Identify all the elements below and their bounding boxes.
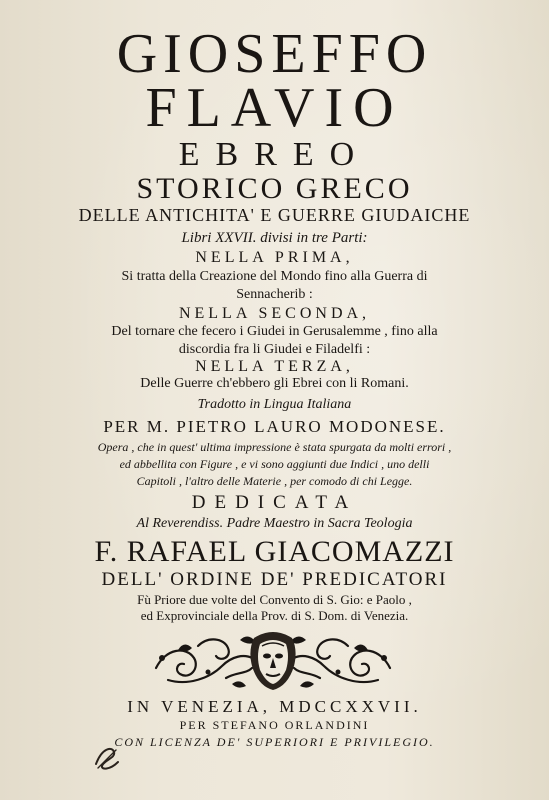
edition-note-1: Opera , che in quest' ultima impressione è stata spurgata da molti errori ,	[97, 440, 452, 454]
printer-name: PER STEFANO ORLANDINI	[179, 718, 370, 732]
author-last-name: FLAVIO	[145, 77, 404, 139]
edition-note-3: Capitoli , l'altro delle Materie , per comodo di chi Legge.	[136, 474, 413, 488]
books-note: Libri XXVII. divisi in tre Parti:	[181, 230, 368, 246]
manuscript-mark-icon	[92, 742, 122, 772]
dedication-honorific: Al Reverendiss. Padre Maestro in Sacra Teologia	[136, 516, 413, 531]
woodcut-ornament-icon	[148, 628, 398, 693]
license-note: CON LICENZA DE' SUPERIORI E PRIVILEGIO.	[114, 735, 435, 749]
translation-note: Tradotto in Lingua Italiana	[197, 397, 352, 412]
work-title: DELLE ANTICHITA' E GUERRE GIUDAICHE	[78, 205, 471, 225]
dedicatee-office-2: ed Exprovinciale della Prov. di S. Dom. di Venezia.	[140, 608, 409, 623]
part-one-text-2: Sennacherib :	[236, 287, 313, 302]
author-first-name: GIOSEFFO	[116, 23, 433, 85]
dedicatee-office-1: Fù Priore due volte del Convento di S. Gio: e Paolo ,	[137, 592, 412, 607]
edition-note-2: ed abbellita con Figure , e vi sono aggiunti due Indici , uno delli	[119, 457, 430, 471]
part-three-heading: NELLA TERZA,	[195, 358, 354, 375]
part-two-heading: NELLA SECONDA,	[178, 305, 371, 322]
imprint-place-date: IN VENEZIA, MDCCXXVII.	[127, 697, 422, 716]
part-one-text-1: Si tratta della Creazione del Mondo fino alla Guerra di	[121, 269, 428, 284]
dedicatee-name: F. RAFAEL GIACOMAZZI	[94, 535, 455, 568]
part-two-text-1: Del tornare che fecero i Giudei in Gerusalemme , fino alla	[111, 324, 438, 339]
author-epithet: EBREO	[178, 136, 371, 173]
part-two-text-2: discordia fra li Giudei e Filadelfi :	[178, 342, 371, 357]
part-three-text: Delle Guerre ch'ebbero gli Ebrei con li Romani.	[140, 376, 409, 391]
part-one-heading: NELLA PRIMA,	[195, 249, 354, 266]
author-description: STORICO GRECO	[136, 172, 413, 205]
dedicatee-order: DELL' ORDINE DE' PREDICATORI	[101, 569, 448, 590]
translator-name: PER M. PIETRO LAURO MODONESE.	[103, 417, 446, 436]
dedication-heading: DEDICATA	[191, 492, 358, 513]
